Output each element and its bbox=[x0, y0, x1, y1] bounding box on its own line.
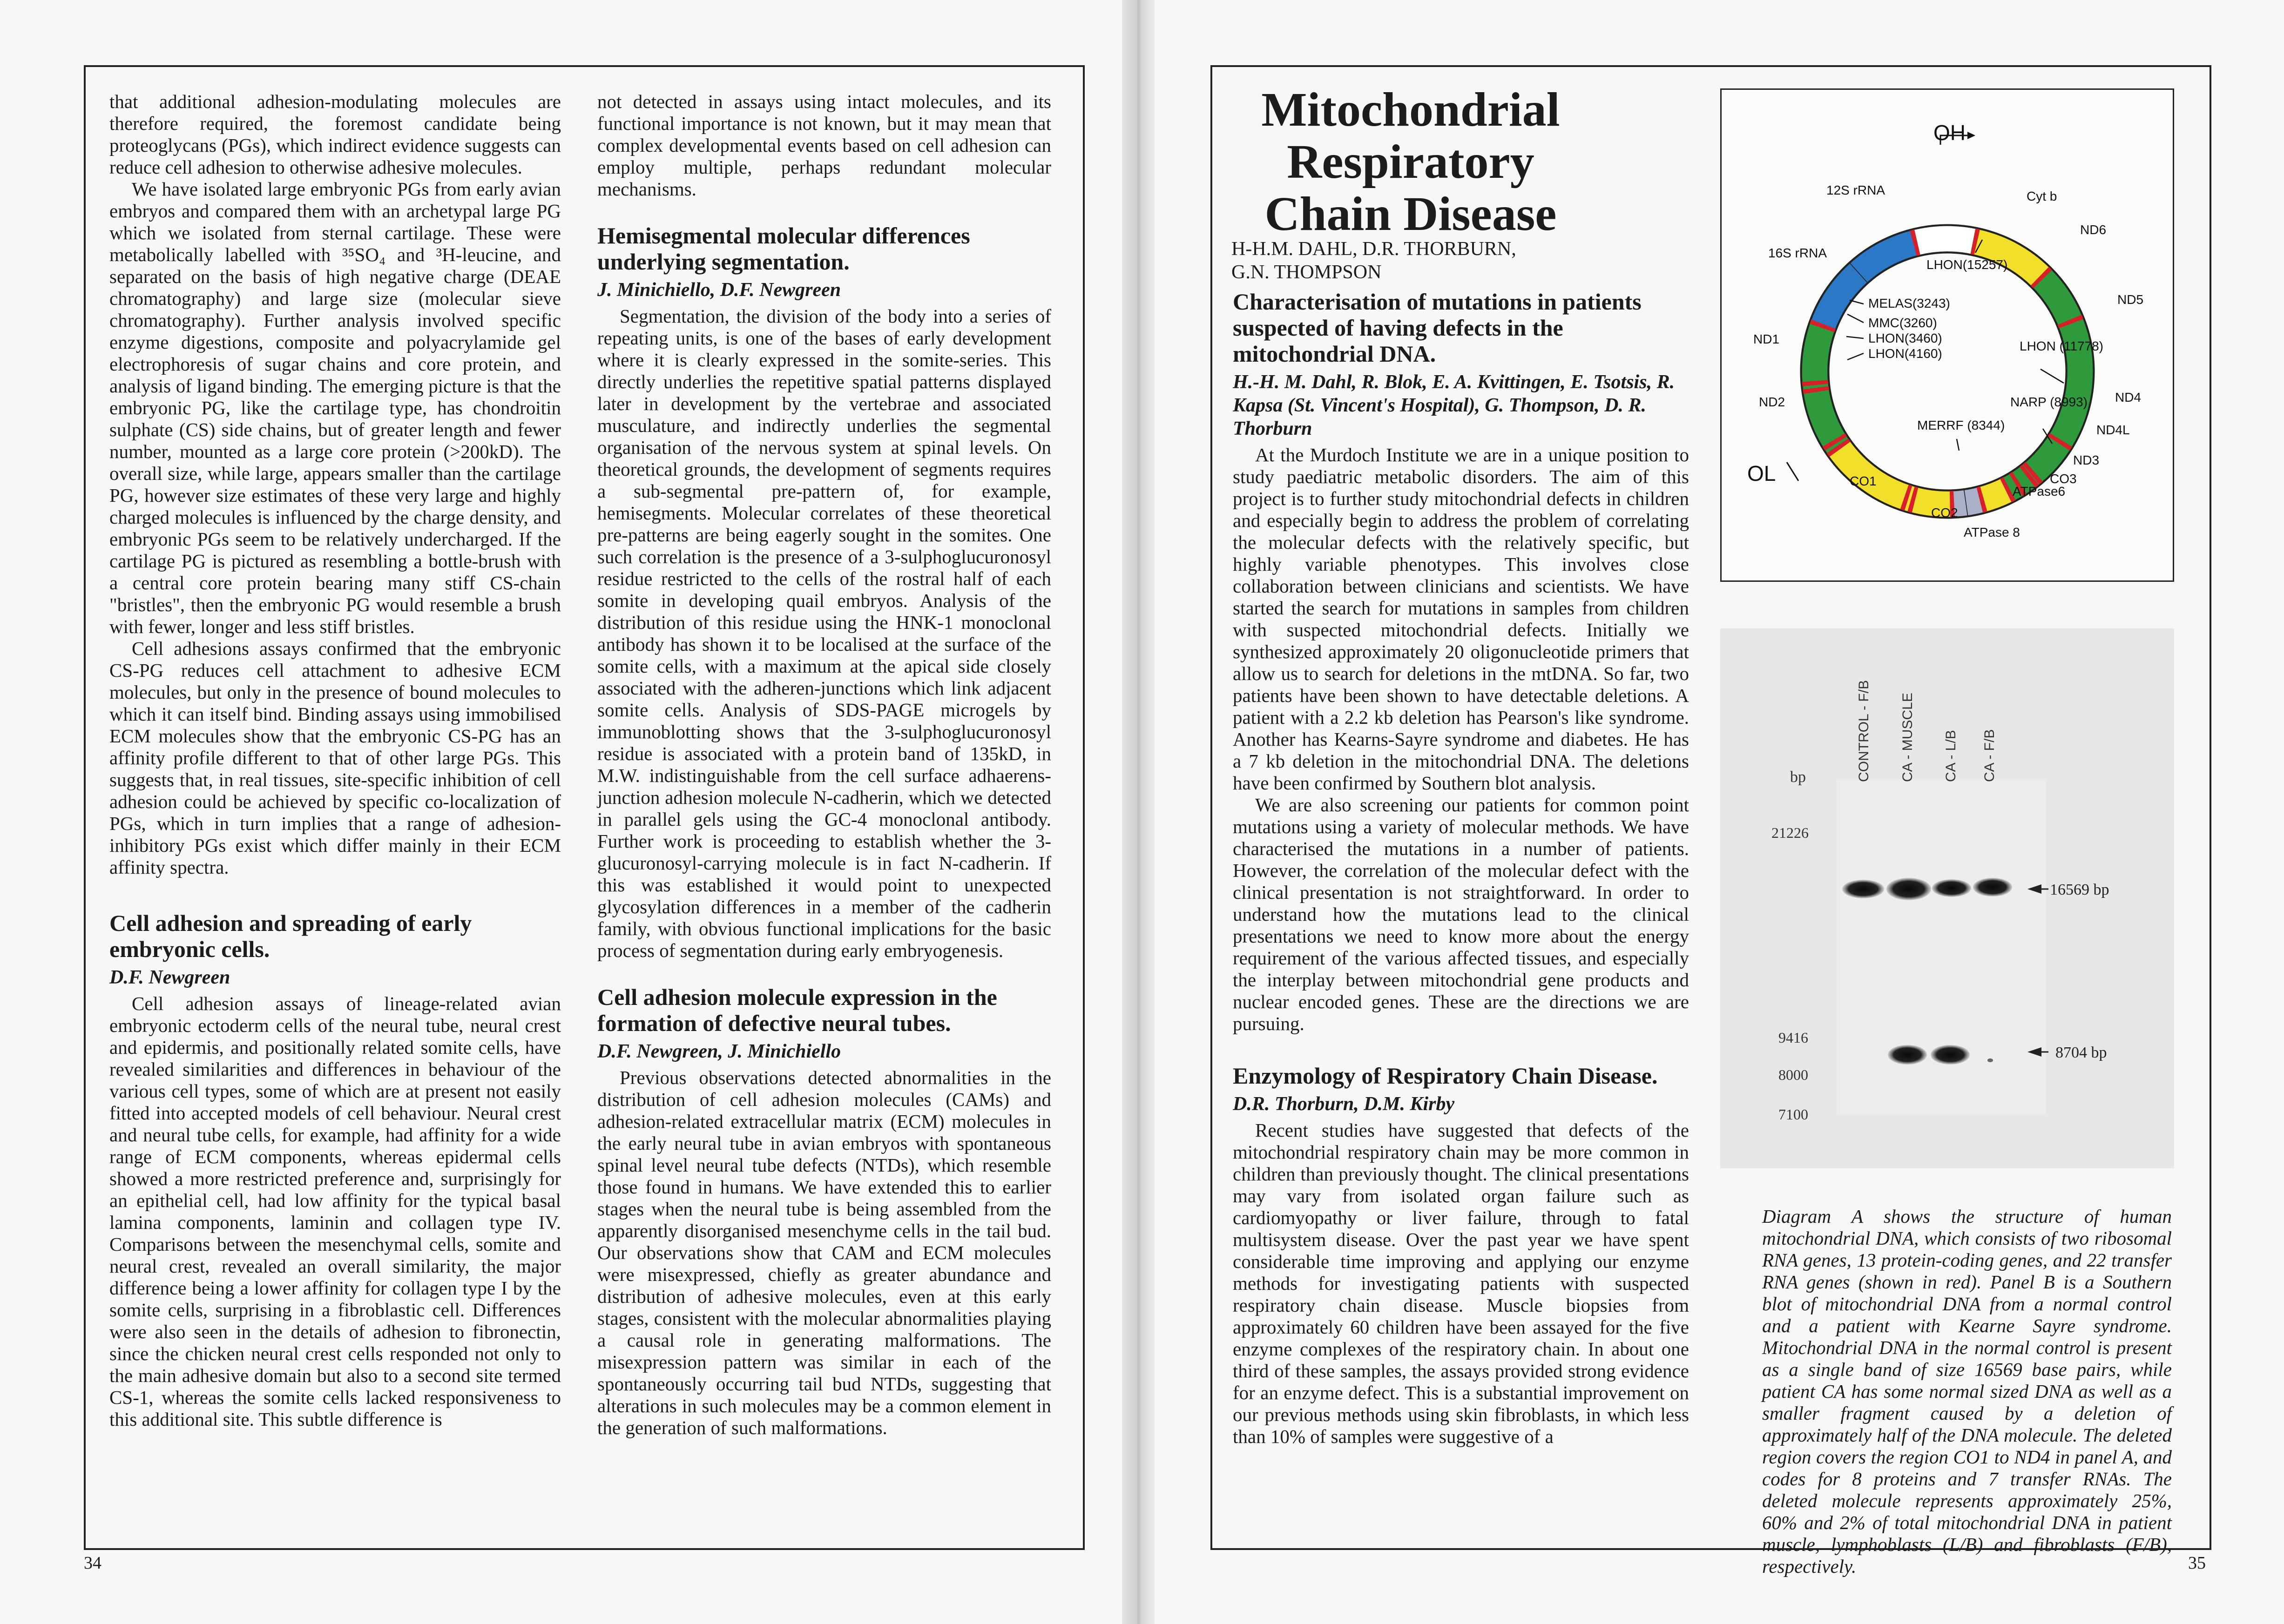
main-authors bbox=[1231, 237, 1604, 284]
mutation-label: LHON(3460) bbox=[1868, 331, 1942, 345]
d-loop-segment bbox=[1912, 226, 1978, 256]
gene-label: ATPase6 bbox=[2013, 484, 2066, 499]
marker-label: 21226 bbox=[1771, 824, 1809, 841]
lane-label: CA - F/B bbox=[1982, 729, 1997, 782]
page-number: 34 bbox=[84, 1553, 101, 1573]
blot-membrane bbox=[1837, 780, 2046, 1115]
figure-caption: Diagram A shows the structure of human mitochondrial DNA, which consists of two ribosomal RNA genes, 13 protein-coding genes, and 22 transfer RNA genes (shown in red). Panel B is a Southern blot of mitochondrial DNA from a normal control and a patient with Kearne Sayre syndrome. Mitochondrial DNA in the normal control is present as a single band of size 16569 base pairs, while patient CA has some normal sized DNA as well as a smaller fragment caused by a deletion of approximately half of the DNA molecule. The deleted region covers the region CO1 to ND4 in panel A, and codes for 8 proteins and 7 transfer RNAs. The deleted molecule represents approximately 25%, 60% and 2% of total mitochondrial DNA in patient muscle, lymphoblasts (L/B) and fibroblasts (F/B), respectively. bbox=[1762, 1206, 2172, 1577]
main-authors-line: G.N. THOMPSON bbox=[1231, 262, 1382, 283]
page-title: Mitochondrial Respiratory Chain Disease bbox=[1261, 83, 1560, 241]
section-heading: Cell adhesion and spreading of early embryonic cells. bbox=[109, 910, 472, 962]
mutation-label: MMC(3260) bbox=[1868, 316, 1937, 330]
gene-label: ND6 bbox=[2080, 222, 2107, 237]
gene-label: CO2 bbox=[1931, 505, 1958, 520]
origin-light-arrow bbox=[1787, 462, 1798, 481]
left-column-1 bbox=[109, 91, 561, 1430]
book-gutter bbox=[1122, 0, 1155, 1624]
paragraph: At the Murdoch Institute we are in a unique position to study paediatric metabolic disorders. The aim of this project is to further study mitochondrial defects in children and especially begin to address the problem of correlating the molecular defects with the relatively specific, but highly variable phenotypes. This involves close collaboration between clinicians and scientists. We have started the search for mutations in samples from children with suspected mitochondrial defects. Initially we synthesized approximately 20 oligonucleotide primers that allow us to search for deletions in the mtDNA. So far, two patients have been shown to have detectable deletions. A patient with a 2.2 kb deletion has Pearson's like syndrome. Another has Kearns-Sayre syndrome and diabetes. He has a 7 kb deletion in the mitochondrial DNA. The deletions have been confirmed by Southern blot analysis. bbox=[1233, 444, 1689, 794]
section-authors: D.R. Thorburn, D.M. Kirby bbox=[1233, 1093, 1455, 1115]
paragraph: not detected in assays using intact molecules, and its functional importance is not known, but it may mean that complex developmental events based on cell adhesion can employ multiple, perhaps redundant molecular mechanisms. bbox=[597, 91, 1051, 200]
gene-label: ND5 bbox=[2117, 292, 2144, 307]
band-lb-deleted bbox=[1931, 1045, 1970, 1065]
band-fb-full bbox=[1973, 878, 2012, 896]
right-column-text bbox=[1233, 289, 1689, 1448]
marker-label: 8000 bbox=[1778, 1066, 1808, 1083]
mutation-label: LHON(4160) bbox=[1868, 346, 1942, 361]
section-heading: Cell adhesion molecule expression in the formation of defective neural tubes. bbox=[597, 984, 997, 1036]
mutation-label: LHON (11778) bbox=[2020, 339, 2104, 353]
section-authors: J. Minichiello, D.F. Newgreen bbox=[597, 279, 841, 301]
origin-light-label: OL bbox=[1747, 461, 1776, 485]
marker-label: 7100 bbox=[1778, 1106, 1808, 1123]
lane-label: CA - MUSCLE bbox=[1900, 693, 1915, 782]
mtdna-diagram bbox=[1720, 88, 2174, 582]
gene-label: 16S rRNA bbox=[1768, 246, 1827, 260]
main-authors-line: H-H.M. DAHL, D.R. THORBURN, bbox=[1231, 238, 1516, 260]
section-authors: D.F. Newgreen, J. Minichiello bbox=[597, 1041, 841, 1062]
gene-label: ND4 bbox=[2115, 390, 2142, 404]
band-muscle-full bbox=[1886, 878, 1931, 900]
paragraph: We have isolated large embryonic PGs from early avian embryos and compared them with an archetypal large PG which we isolated from sternal cartilage. These were metabolically labelled with ³⁵SO₄ and ³H-leucine, and separated on the basis of high negative charge (DEAE chromatography) and large size (molecular sieve chromatography). Further analysis involved specific enzyme digestions, composite and polyacrylamide gel electrophoresis of sugar chains and core protein, and analysis of ligand binding. The emerging picture is that the embryonic PG, like the cartilage type, has chondroitin sulphate (CS) side chains, but of greater length and fewer number, mounted as a large core protein (>200kD). The overall size, while large, appears smaller than the cartilage PG, however size estimates of these very large and highly charged molecules is influenced by the charge density, and embryonic PGs seem to be relatively undercharged. If the cartilage PG is pictured as resembling a bottle-brush with a central core protein bearing many stiff CS-chain "bristles", then the embryonic PG would resemble a brush with fewer, longer and less stiff bristles. bbox=[109, 178, 561, 637]
left-page bbox=[0, 0, 1122, 1624]
gene-label: ND2 bbox=[1759, 395, 1785, 409]
left-column-2 bbox=[597, 91, 1051, 1439]
mutation-label: LHON(15257) bbox=[1926, 257, 2008, 272]
mutation-label: NARP (8993) bbox=[2010, 395, 2088, 409]
band-size-label: 8704 bp bbox=[2055, 1044, 2107, 1061]
section-heading: Hemisegmental molecular differences underlying segmentation. bbox=[597, 222, 970, 275]
gene-label: 12S rRNA bbox=[1826, 183, 1885, 197]
section-heading: Characterisation of mutations in patients suspected of having defects in the mitochondrial DNA. bbox=[1233, 289, 1642, 367]
ring-inner-edge bbox=[1829, 253, 2066, 490]
lane-label: CA - L/B bbox=[1943, 730, 1959, 782]
gene-label: ND4L bbox=[2096, 423, 2130, 437]
section-heading: Enzymology of Respiratory Chain Disease. bbox=[1233, 1063, 1658, 1089]
band-fb-deleted-faint bbox=[1987, 1058, 1993, 1062]
section-authors: D.F. Newgreen bbox=[109, 967, 230, 988]
marker-label: 9416 bbox=[1778, 1029, 1808, 1046]
mutation-label: MERRF (8344) bbox=[1917, 418, 2005, 432]
section-authors: H.-H. M. Dahl, R. Blok, E. A. Kvittingen, E. Tsotsis, R. Kapsa (St. Vincent's Hospital), G. Thompson, D. R. Thorburn bbox=[1233, 371, 1675, 439]
gene-label: CO1 bbox=[1850, 474, 1877, 488]
paragraph: Recent studies have suggested that defects of the mitochondrial respiratory chain may be more common in children than previously thought. The clinical presentations may vary from isolated organ failure such as cardiomyopathy or liver failure, through to fatal multisystem disease. Over the past year we have spent considerable time improving and applying our enzyme methods for investigating patients with suspected respiratory chain disease. Muscle biopsies from approximately 60 children have been assayed for the five enzyme complexes of the respiratory chain. In about one third of these samples, the assays provided strong evidence for an enzyme defect. This is a substantial improvement on our previous methods using skin fibroblasts, in which less than 10% of samples were suggestive of a bbox=[1233, 1119, 1689, 1447]
gene-label: CO3 bbox=[2050, 472, 2077, 486]
arrow-head-icon bbox=[1967, 132, 1975, 139]
bp-label: bp bbox=[1790, 768, 1806, 786]
mutation-label: MELAS(3243) bbox=[1868, 296, 1950, 310]
page-number: 35 bbox=[2188, 1553, 2206, 1573]
band-size-label: 16569 bp bbox=[2050, 881, 2109, 898]
gene-label: ND1 bbox=[1753, 332, 1780, 346]
paragraph: Previous observations detected abnormalities in the distribution of cell adhesion molecules (CAMs) and adhesion-related extracellular matrix (ECM) molecules in the early neural tube in avian embryos with spontaneous spinal level neural tube defects (NTDs), which resemble those found in humans. We have extended this to earlier stages when the neural tube is being assembled from the apparently disorganised mesenchyme cells in the tail bud. Our observations show that CAM and ECM molecules were misexpressed, chiefly as greater abundance and distribution of adhesive molecules, even at this early stages, consistent with the molecular abnormalities playing a causal role in generating malformations. The misexpression pattern was similar in each of the spontaneously occurring tail bud NTDs, suggesting that alterations in such molecules may be a common element in the generation of such malformations. bbox=[597, 1067, 1051, 1438]
gene-label: ND3 bbox=[2073, 453, 2100, 467]
gene-label: Cyt b bbox=[2027, 189, 2057, 203]
paragraph: Cell adhesion assays of lineage-related avian embryonic ectoderm cells of the neural tube, neural crest and epidermis, and positionally related somite cells, have revealed similarities and differences in behaviour of the various cell types, some of which are at present not easily fitted into accepted models of cell behaviour. Neural crest and neural tube cells, for example, had affinity for a wide range of ECM components, whereas epidermal cells showed a more restricted preference and, surprisingly for an epithelial cell, had low affinity for the typical basal lamina components, laminin and collagen type IV. Comparisons between the mesenchymal cells, somite and neural crest, revealed an overall similarity, the major difference being a lower affinity for collagen type I by the somite cells, surprising in a fibroblastic cell. Differences were also seen in the details of adhesion to fibronectin, since the chicken neural crest cells responded not only to the main adhesive domain but also to a second site termed CS-1, whereas the somite cells lacked responsiveness to this additional site. This subtle difference is bbox=[109, 993, 561, 1430]
origin-heavy-label: OH bbox=[1933, 121, 1966, 145]
paragraph: Cell adhesions assays confirmed that the embryonic CS-PG reduces cell attachment to adhesive ECM molecules, but only in the presence of bound molecules to which it can itself bind. Binding assays using immobilised ECM molecules show that the embryonic CS-PG has an affinity profile different to that of other large PGs. This suggests that, in real tissues, site-specific inhibition of cell adhesion could be achieved by specific co-localization of PGs, which in turn implies that a range of adhesion-inhibitory PGs exist which differ mainly in their ECM affinity spectra. bbox=[109, 638, 561, 878]
paragraph: Segmentation, the division of the body into a series of repeating units, is one of the bases of early development where it is clearly expressed in the somite-series. This directly underlies the repetitive spatial patterns displayed later in development by the vertebrae and associated musculature, and indirectly underlies the segmental organisation of the nervous system at spinal levels. On theoretical grounds, the development of segments requires a sub-segmental pre-pattern of, for example, hemisegments. Molecular correlates of these theoretical pre-patterns are being eagerly sought in the somites. One such correlation is the presence of a 3-sulphoglucuronosyl residue restricted to the cells of the rostral half of each somite in developing quail embryos. Analysis of the distribution of this residue using the HNK-1 monoclonal antibody has shown it to be localised at the surface of the somite cells, with a maximum at the apical side closely associated with the adheren-junctions which link adjacent somite cells. Analysis of SDS-PAGE microgels by immunoblotting shows that the 3-sulphoglucuronosyl residue is associated with a protein band of 135kD, in M.W. indistinguishable from the cell surface adhaerens-junction adhesion molecule N-cadherin, which we detected in parallel gels using the GC-4 monoclonal antibody. Further work is proceeding to establish whether the 3-glucuronosyl-carrying molecule is in fact N-cadherin. If this was established it would point to unexpected glycosylation differences in a member of the cadherin family, with obvious functional implications for the basic process of segmentation during early embryogenesis. bbox=[597, 305, 1051, 961]
southern-blot-panel bbox=[1720, 628, 2174, 1168]
band-muscle-deleted bbox=[1888, 1045, 1927, 1065]
lane-label: CONTROL - F/B bbox=[1856, 680, 1872, 782]
band-lb-full bbox=[1932, 879, 1971, 897]
band-control-full bbox=[1842, 880, 1884, 898]
paragraph: that additional adhesion-modulating molecules are therefore required, the foremost candidate being proteoglycans (PGs), which indirect evidence suggests can reduce cell adhesion to otherwise adhesive molecules. bbox=[109, 91, 561, 178]
paragraph: We are also screening our patients for common point mutations using a variety of molecular methods. We have characterised the mutations in a number of patients. However, the correlation of the molecular defect with the clinical presentation is not straightforward. In order to understand how the mutations lead to the clinical presentations we need to know more about the energy requirement of the various affected tissues, and especially the interplay between mitochondrial gene products and nuclear encoded genes. These are the directions we are pursuing. bbox=[1233, 794, 1689, 1034]
gene-label: ATPase 8 bbox=[1964, 525, 2020, 539]
